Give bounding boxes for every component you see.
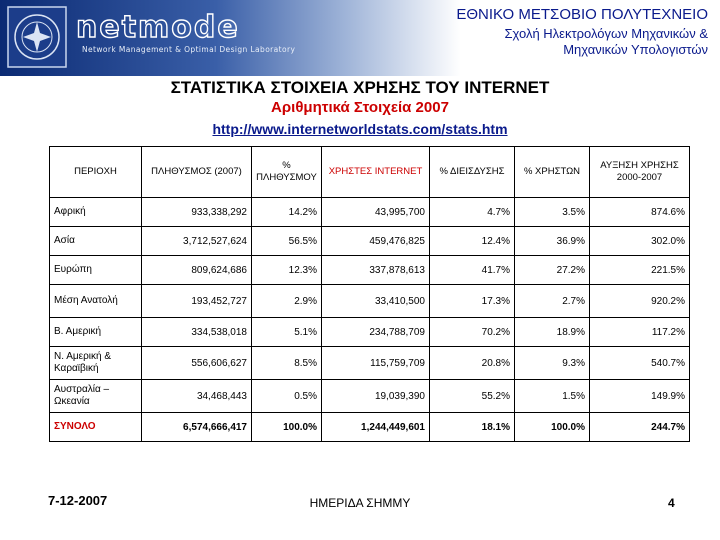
page-number: 4 [668,496,675,510]
cell-pct-population: 14.2% [252,198,322,227]
cell-pct-users: 9.3% [515,347,590,380]
cell-pct-users: 1.5% [515,380,590,413]
cell-growth: 540.7% [590,347,690,380]
table-row [50,198,690,227]
cell-growth: 221.5% [590,256,690,285]
cell-pct-population: 56.5% [252,227,322,256]
cell-penetration: 4.7% [430,198,515,227]
cell-total-population: 6,574,666,417 [142,413,252,442]
cell-region: Μέση Ανατολή [50,285,142,318]
cell-penetration: 12.4% [430,227,515,256]
slide-titles [0,78,720,118]
table-row [50,256,690,285]
footer-event-name: ΗΜΕΡΙΔΑ ΣΗΜΜΥ [309,496,411,510]
cell-pct-users: 2.7% [515,285,590,318]
cell-total-penetration: 18.1% [430,413,515,442]
cell-penetration: 55.2% [430,380,515,413]
cell-region: Ευρώπη [50,256,142,285]
cell-total-pct-users: 100.0% [515,413,590,442]
header-banner [0,0,720,76]
cell-pct-users: 27.2% [515,256,590,285]
cell-growth: 117.2% [590,318,690,347]
university-name: ΕΘΝΙΚΟ ΜΕΤΣΟΒΙΟ ΠΟΛΥΤΕΧΝΕΙΟ [456,6,708,23]
cell-pct-users: 36.9% [515,227,590,256]
cell-penetration: 70.2% [430,318,515,347]
cell-region: Ασία [50,227,142,256]
cell-pct-population: 5.1% [252,318,322,347]
cell-pct-population: 0.5% [252,380,322,413]
cell-pct-population: 8.5% [252,347,322,380]
table-row [50,347,690,380]
cell-population: 933,338,292 [142,198,252,227]
cell-region: Αφρική [50,198,142,227]
cell-pct-users: 18.9% [515,318,590,347]
cell-total-growth: 244.7% [590,413,690,442]
cell-pct-population: 12.3% [252,256,322,285]
cell-region: Β. Αμερική [50,318,142,347]
header-users: ΧΡΗΣΤΕΣ INTERNET [322,147,430,198]
footer-date: 7-12-2007 [48,493,108,508]
header-region: ΠΕΡΙΟΧΗ [50,147,142,198]
cell-region: Αυστραλία – Ωκεανία [50,380,142,413]
table-header-row [50,147,690,198]
header-penetration: % ΔΙΕΙΣΔΥΣΗΣ [430,147,515,198]
cell-population: 556,606,627 [142,347,252,380]
cell-population: 809,624,686 [142,256,252,285]
netmode-wordmark [76,9,306,43]
department-line-1: Σχολή Ηλεκτρολόγων Μηχανικών & [504,26,708,41]
table-row [50,318,690,347]
school-info [348,6,708,58]
cell-region: Ν. Αμερική & Καραϊβική [50,347,142,380]
table-total-row [50,413,690,442]
cell-total-pct-population: 100.0% [252,413,322,442]
cell-penetration: 20.8% [430,347,515,380]
cell-growth: 302.0% [590,227,690,256]
table-row [50,227,690,256]
table-row [50,285,690,318]
cell-population: 34,468,443 [142,380,252,413]
cell-users: 459,476,825 [322,227,430,256]
table-row [50,380,690,413]
header-pct-population: % ΠΛΗΘΥΣΜΟΥ [252,147,322,198]
cell-growth: 149.9% [590,380,690,413]
internet-stats-table [49,146,690,442]
cell-population: 334,538,018 [142,318,252,347]
cell-growth: 920.2% [590,285,690,318]
svg-text:netmode: netmode [76,10,240,43]
cell-population: 193,452,727 [142,285,252,318]
source-link[interactable]: http://www.internetworldstats.com/stats.htm [212,121,508,137]
header-pct-users: % ΧΡΗΣΤΩΝ [515,147,590,198]
cell-penetration: 41.7% [430,256,515,285]
cell-users: 234,788,709 [322,318,430,347]
cell-total-users: 1,244,449,601 [322,413,430,442]
cell-total-label: ΣΥΝΟΛΟ [50,413,142,442]
cell-pct-users: 3.5% [515,198,590,227]
slide-title: ΣΤΑΤΙΣΤΙΚΑ ΣΤΟΙΧΕΙΑ ΧΡΗΣΗΣ ΤΟΥ INTERNET [170,78,550,97]
header-growth: ΑΥΞΗΣΗ ΧΡΗΣΗΣ 2000-2007 [590,147,690,198]
netmode-logo [6,5,306,71]
cell-penetration: 17.3% [430,285,515,318]
department-line-2: Μηχανικών Υπολογιστών [563,42,708,57]
cell-pct-population: 2.9% [252,285,322,318]
cell-growth: 874.6% [590,198,690,227]
header-population: ΠΛΗΘΥΣΜΟΣ (2007) [142,147,252,198]
cell-users: 33,410,500 [322,285,430,318]
cell-users: 43,995,700 [322,198,430,227]
university-seal-icon [6,5,68,69]
slide-subtitle: Αριθμητικά Στοιχεία 2007 [271,99,449,116]
cell-users: 337,878,613 [322,256,430,285]
logo-tagline: Network Management & Optimal Design Laboratory [82,45,296,54]
cell-population: 3,712,527,624 [142,227,252,256]
cell-users: 115,759,709 [322,347,430,380]
cell-users: 19,039,390 [322,380,430,413]
